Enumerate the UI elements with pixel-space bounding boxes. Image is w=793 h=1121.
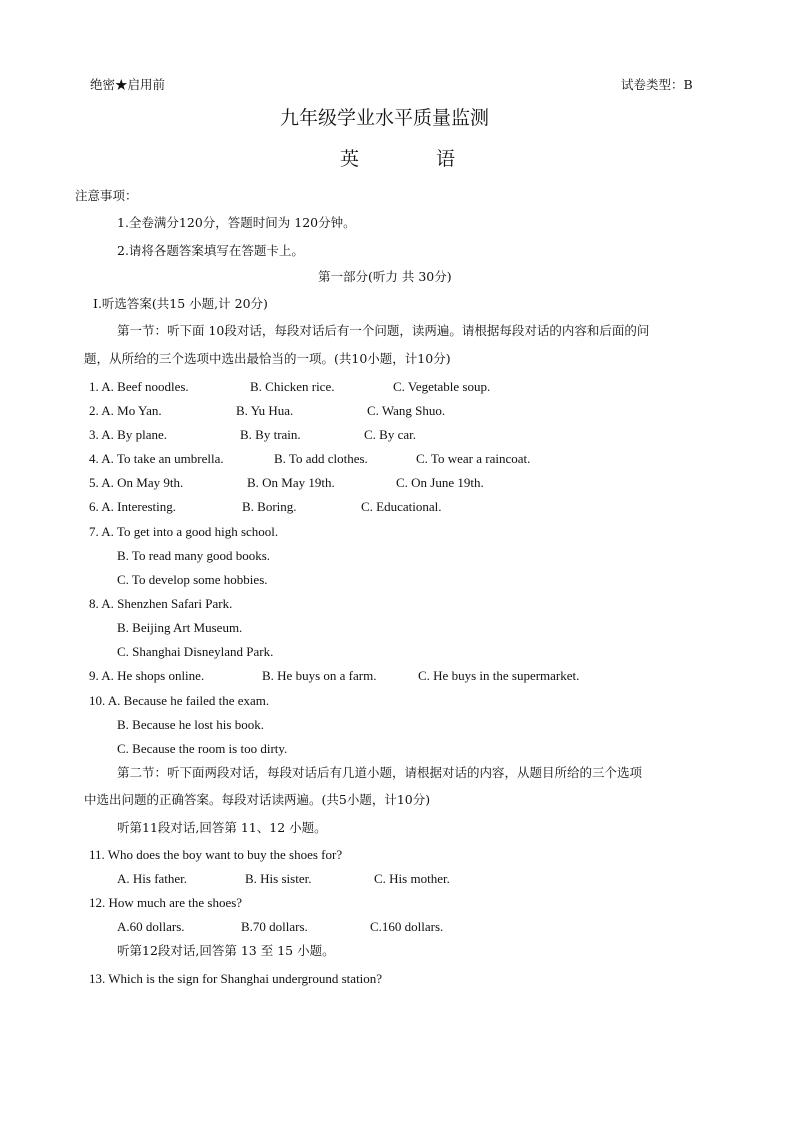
section2-instructions: 第二节：听下面两段对话，每段对话后有几道小题，请根据对话的内容，从题目所给的三个选项 xyxy=(117,765,643,780)
question-4-option-c: C. To wear a raincoat. xyxy=(416,451,531,466)
question-9-option-b: B. He buys on a farm. xyxy=(262,668,377,683)
question-4-option-b: B. To add clothes. xyxy=(274,451,368,466)
question-1-option-a: 1. A. Beef noodles. xyxy=(89,379,189,394)
question-11-option-c: C. His mother. xyxy=(374,871,450,886)
question-3-option-a: 3. A. By plane. xyxy=(89,427,167,442)
question-6-option-a: 6. A. Interesting. xyxy=(89,499,177,514)
question-8-option-b: B. Beijing Art Museum. xyxy=(117,620,243,635)
note-item: 2.请将各题答案填写在答题卡上。 xyxy=(117,243,304,258)
question-10-option-a: 10. A. Because he failed the exam. xyxy=(89,693,270,708)
question-10-option-c: C. Because the room is too dirty. xyxy=(117,741,288,756)
question-6-option-b: B. Boring. xyxy=(242,499,297,514)
question-1-option-c: C. Vegetable soup. xyxy=(393,379,491,394)
subject-char-1: 英 xyxy=(340,148,360,170)
question-11-stem: 11. Who does the boy want to buy the shoes for? xyxy=(89,847,343,862)
section2-instructions: 中选出问题的正确答案。每段对话读两遍。(共5小题，计10分) xyxy=(84,792,431,807)
question-12-option-a: A.60 dollars. xyxy=(117,919,185,934)
question-7-option-a: 7. A. To get into a good high school. xyxy=(89,524,279,539)
question-3-option-b: B. By train. xyxy=(240,427,301,442)
question-12-option-c: C.160 dollars. xyxy=(370,919,444,934)
question-5-option-c: C. On June 19th. xyxy=(396,475,484,490)
paper-type-label: 试卷类型：B xyxy=(621,77,693,92)
exam-title: 九年级学业水平质量监测 xyxy=(280,107,490,129)
section1-instructions: 题，从所给的三个选项中选出最恰当的一项。(共10小题，计10分) xyxy=(84,351,451,366)
dialog-12-note: 听第12段对话,回答第 13 至 15 小题。 xyxy=(117,943,335,958)
question-12-option-b: B.70 dollars. xyxy=(241,919,308,934)
question-11-option-a: A. His father. xyxy=(117,871,188,886)
question-12-stem: 12. How much are the shoes? xyxy=(89,895,243,910)
question-4-option-a: 4. A. To take an umbrella. xyxy=(89,451,224,466)
question-7-option-b: B. To read many good books. xyxy=(117,548,271,563)
question-5-option-a: 5. A. On May 9th. xyxy=(89,475,184,490)
question-3-option-c: C. By car. xyxy=(364,427,416,442)
question-1-option-b: B. Chicken rice. xyxy=(250,379,335,394)
question-11-option-b: B. His sister. xyxy=(245,871,312,886)
question-13-stem: 13. Which is the sign for Shanghai underground station? xyxy=(89,971,383,986)
question-7-option-c: C. To develop some hobbies. xyxy=(117,572,268,587)
question-8-option-a: 8. A. Shenzhen Safari Park. xyxy=(89,596,233,611)
question-8-option-c: C. Shanghai Disneyland Park. xyxy=(117,644,274,659)
note-item: 1.全卷满分120分，答题时间为 120分钟。 xyxy=(117,215,356,230)
question-2-option-a: 2. A. Mo Yan. xyxy=(89,403,162,418)
question-5-option-b: B. On May 19th. xyxy=(247,475,335,490)
section-i-heading: Ⅰ.听选答案(共15 小题,计 20分) xyxy=(93,296,268,311)
question-9-option-c: C. He buys in the supermarket. xyxy=(418,668,580,683)
subject-char-2: 语 xyxy=(436,148,456,170)
confidential-label: 绝密★启用前 xyxy=(90,77,166,92)
section1-instructions: 第一节：听下面 10段对话，每段对话后有一个问题，读两遍。请根据每段对话的内容和后面的问 xyxy=(117,323,650,338)
question-2-option-b: B. Yu Hua. xyxy=(236,403,294,418)
question-9-option-a: 9. A. He shops online. xyxy=(89,668,205,683)
dialog-11-note: 听第11段对话,回答第 11、12 小题。 xyxy=(117,820,327,835)
question-2-option-c: C. Wang Shuo. xyxy=(367,403,446,418)
part1-heading: 第一部分(听力 共 30分) xyxy=(318,269,452,284)
question-10-option-b: B. Because he lost his book. xyxy=(117,717,264,732)
notes-heading: 注意事项： xyxy=(75,188,138,203)
question-6-option-c: C. Educational. xyxy=(361,499,442,514)
